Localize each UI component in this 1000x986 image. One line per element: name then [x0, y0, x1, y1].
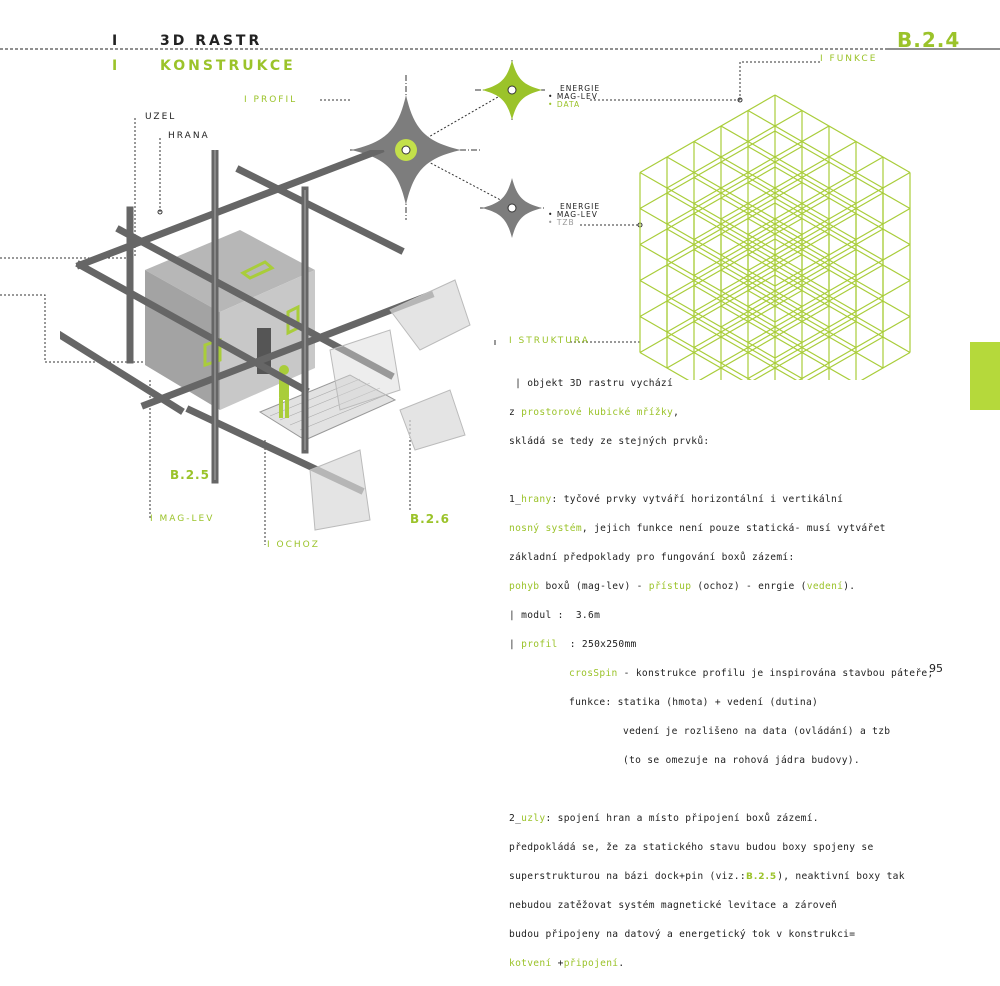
- funkce-line1: funkce: statika (hmota) + vedení (dutina): [569, 696, 819, 708]
- para1-line2: z prostorové kubické mřížky,: [509, 406, 680, 418]
- uzly-line1: 2_uzly: spojení hran a místo připojení boxů zázemí.: [509, 812, 819, 824]
- lattice-grid-diagram: [625, 70, 925, 380]
- para1-line1: | objekt 3D rastru vychází: [509, 377, 674, 389]
- legend-bottom-maglev: • MAG-LEV: [548, 210, 598, 219]
- uzel-label: UZEL: [145, 112, 177, 122]
- funkce-label: I FUNKCE: [820, 54, 878, 64]
- legend-bottom: [548, 203, 600, 227]
- section-tab: [970, 342, 1000, 410]
- legend-top-data: • DATA: [548, 100, 581, 109]
- subtitle-number: I: [112, 58, 121, 74]
- title-number: I: [112, 33, 121, 49]
- uzly-line2: předpokládá se, že za statického stavu budou boxy spojeny se: [509, 841, 874, 853]
- hrany-line4: pohyb boxů (mag-lev) - přístup (ochoz) - enrgie (vedení).: [509, 580, 856, 592]
- uzly-line6: kotvení +připojení.: [509, 957, 625, 969]
- para1-line3: skládá se tedy ze stejných prvků:: [509, 435, 710, 447]
- hrany-line1: 1_hrany: tyčové prvky vytváří horizontální i vertikální: [509, 493, 844, 505]
- page-title: 3D RASTR: [160, 33, 263, 49]
- page-subtitle: KONSTRUKCE: [160, 58, 296, 74]
- profil-line: | profil : 250x250mm: [509, 638, 637, 650]
- crosspin-line: crosSpin - konstrukce profilu je inspirována stavbou páteře;: [569, 667, 934, 679]
- struktura-label: I STRUKTURA: [509, 336, 590, 346]
- section-code: B.2.4: [897, 28, 961, 52]
- funkce-line2: vedení je rozlišeno na data (ovládání) a tzb: [623, 725, 891, 737]
- ref-b25: B.2.5: [170, 468, 210, 482]
- modul-line: | modul : 3.6m: [509, 609, 601, 621]
- legend-bottom-energie: ENERGIE: [560, 202, 601, 211]
- page-number: 95: [929, 662, 943, 675]
- hrana-label: HRANA: [168, 131, 210, 141]
- ref-b26: B.2.6: [410, 512, 450, 526]
- body-text: [509, 362, 934, 986]
- construction-diagram: [60, 150, 500, 550]
- legend-top: [548, 85, 600, 109]
- hrany-line3: základní předpoklady pro fungování boxů zázemí:: [509, 551, 795, 563]
- maglev-label: I MAG-LEV: [150, 514, 215, 524]
- legend-top-maglev: • MAG-LEV: [548, 92, 598, 101]
- legend-bottom-tzb: • TZB: [548, 218, 575, 227]
- legend-top-energie: ENERGIE: [560, 84, 601, 93]
- uzly-line5: budou připojeny na datový a energetický tok v konstrukci=: [509, 928, 856, 940]
- ochoz-label: I OCHOZ: [267, 540, 320, 550]
- funkce-line3: (to se omezuje na rohová jádra budovy).: [623, 754, 860, 766]
- profil-label: I PROFIL: [244, 95, 298, 105]
- hrany-line2: nosný systém, jejich funkce není pouze statická- musí vytvářet: [509, 522, 886, 534]
- crosspin-profile-data: [482, 60, 542, 120]
- uzly-line3: superstrukturou na bázi dock+pin (viz.:B.2.5), neaktivní boxy tak: [509, 870, 905, 882]
- uzly-line4: nebudou zatěžovat systém magnetické levitace a zároveň: [509, 899, 838, 911]
